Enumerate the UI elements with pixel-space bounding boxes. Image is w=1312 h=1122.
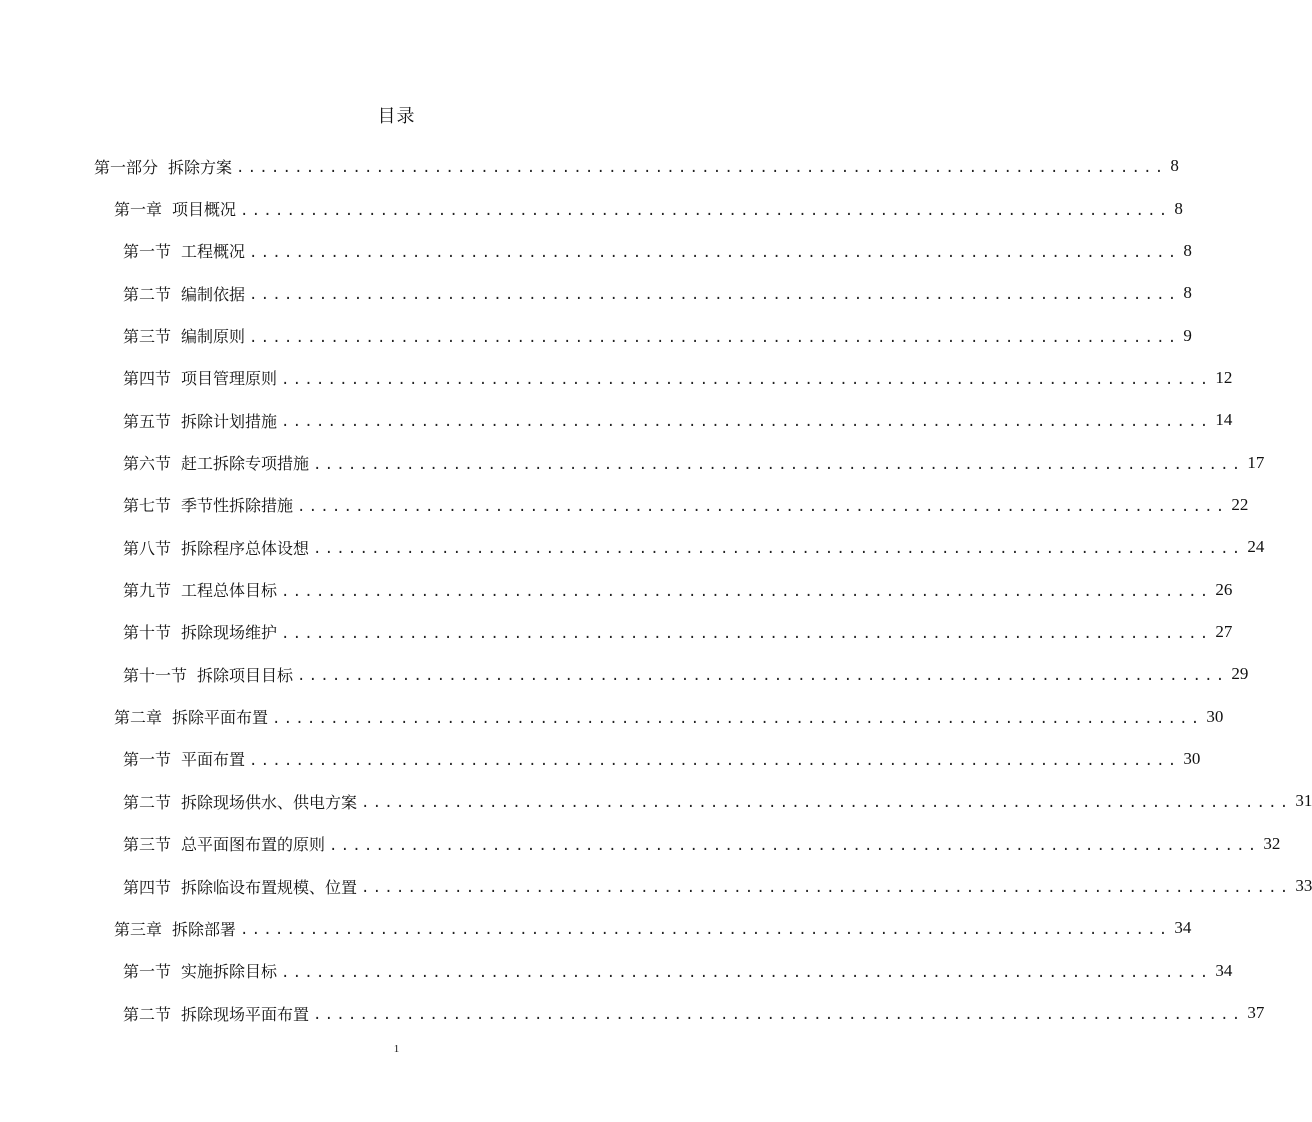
- toc-entry-title: 工程总体目标: [181, 581, 278, 601]
- toc-entry-page: 34: [1215, 960, 1233, 980]
- toc-entry-page: 34: [1174, 918, 1192, 938]
- toc-entry-page: 8: [1170, 156, 1179, 176]
- toc-entry-page: 27: [1215, 621, 1233, 641]
- toc-entry-number: 第六节: [123, 454, 172, 474]
- toc-entry-label: [123, 239, 245, 262]
- toc-entry-label: [123, 578, 277, 601]
- toc-entry-number: 第八节: [123, 538, 172, 558]
- toc-entry-title: 平面布置: [181, 750, 246, 770]
- toc-entry-number: 第四节: [123, 369, 172, 389]
- toc-entry-title: 实施拆除目标: [181, 962, 278, 982]
- toc-list: [0, 145, 1312, 1034]
- toc-entry[interactable]: [0, 653, 1249, 695]
- toc-entry-label: [123, 832, 325, 855]
- toc-entry-number: 第二章: [114, 708, 163, 728]
- toc-dot-leader: ................................................................................: [272, 710, 1203, 727]
- toc-dot-leader: ................................................................................: [297, 668, 1228, 685]
- toc-dot-leader: ................................................................................: [240, 202, 1171, 219]
- toc-entry-title: 拆除平面布置: [172, 708, 269, 728]
- toc-entry[interactable]: [0, 568, 1233, 610]
- toc-entry-title: 拆除方案: [168, 157, 233, 177]
- toc-entry-number: 第九节: [123, 581, 172, 601]
- toc-dot-leader: ................................................................................: [313, 541, 1244, 558]
- toc-entry[interactable]: [0, 695, 1224, 737]
- toc-entry-page: 24: [1247, 537, 1265, 557]
- toc-entry-label: [123, 366, 277, 389]
- toc-dot-leader: ................................................................................: [297, 498, 1228, 515]
- toc-entry-label: [123, 959, 277, 982]
- toc-entry-label: [123, 620, 277, 643]
- toc-entry-page: 32: [1263, 833, 1281, 853]
- toc-entry-label: [123, 747, 245, 770]
- toc-entry[interactable]: [0, 399, 1233, 441]
- toc-entry[interactable]: [0, 314, 1192, 356]
- toc-entry[interactable]: [0, 272, 1192, 314]
- toc-dot-leader: ................................................................................: [313, 456, 1244, 473]
- toc-entry-page: 12: [1215, 367, 1233, 387]
- toc-entry[interactable]: [0, 907, 1192, 949]
- toc-entry-label: [123, 875, 357, 898]
- toc-entry-label: [123, 1002, 309, 1025]
- toc-entry-title: 季节性拆除措施: [181, 496, 294, 516]
- toc-entry[interactable]: [0, 950, 1233, 992]
- toc-dot-leader: ................................................................................: [249, 244, 1180, 261]
- toc-entry-label: [114, 917, 236, 940]
- toc-entry-number: 第三节: [123, 327, 172, 347]
- toc-entry-page: 26: [1215, 579, 1233, 599]
- toc-dot-leader: ................................................................................: [249, 287, 1180, 304]
- toc-dot-leader: ................................................................................: [249, 752, 1180, 769]
- toc-entry-title: 项目概况: [172, 200, 237, 220]
- toc-entry[interactable]: [0, 526, 1265, 568]
- toc-entry-page: 37: [1247, 1003, 1265, 1023]
- toc-entry[interactable]: [0, 611, 1233, 653]
- toc-entry[interactable]: [0, 187, 1183, 229]
- toc-entry-title: 总平面图布置的原则: [181, 835, 326, 855]
- toc-entry-title: 拆除临设布置规模、位置: [181, 877, 358, 897]
- toc-entry-number: 第一节: [123, 242, 172, 262]
- toc-dot-leader: ................................................................................: [281, 414, 1212, 431]
- toc-entry-label: [123, 663, 293, 686]
- toc-entry-label: [123, 493, 293, 516]
- toc-entry-title: 拆除现场供水、供电方案: [181, 792, 358, 812]
- toc-entry-page: 30: [1183, 748, 1201, 768]
- toc-dot-leader: ................................................................................: [361, 880, 1292, 897]
- toc-entry[interactable]: [0, 865, 1312, 907]
- toc-entry-number: 第二节: [123, 792, 172, 812]
- toc-entry-page: 17: [1247, 452, 1265, 472]
- toc-entry-page: 9: [1183, 325, 1192, 345]
- toc-entry-number: 第二节: [123, 284, 172, 304]
- toc-entry-number: 第三章: [114, 919, 163, 939]
- toc-entry-title: 编制依据: [181, 284, 246, 304]
- toc-entry-label: [123, 536, 309, 559]
- toc-entry-number: 第五节: [123, 411, 172, 431]
- toc-entry-number: 第四节: [123, 877, 172, 897]
- toc-entry-title: 项目管理原则: [181, 369, 278, 389]
- toc-entry[interactable]: [0, 780, 1312, 822]
- toc-entry-page: 31: [1295, 791, 1312, 811]
- toc-entry-label: [114, 197, 236, 220]
- toc-entry[interactable]: [0, 145, 1179, 187]
- toc-entry[interactable]: [0, 992, 1265, 1034]
- toc-entry-number: 第一章: [114, 200, 163, 220]
- toc-entry-title: 拆除程序总体设想: [181, 538, 310, 558]
- toc-dot-leader: ................................................................................: [281, 371, 1212, 388]
- toc-entry-label: [123, 409, 277, 432]
- toc-dot-leader: ................................................................................: [313, 1007, 1244, 1024]
- toc-entry-page: 30: [1206, 706, 1224, 726]
- toc-dot-leader: ................................................................................: [329, 837, 1260, 854]
- toc-entry-page: 29: [1231, 664, 1249, 684]
- toc-dot-leader: ................................................................................: [281, 583, 1212, 600]
- toc-entry[interactable]: [0, 357, 1233, 399]
- toc-entry-label: [94, 155, 232, 178]
- toc-dot-leader: ................................................................................: [236, 160, 1167, 177]
- toc-dot-leader: ................................................................................: [240, 922, 1171, 939]
- toc-entry-label: [123, 324, 245, 347]
- toc-entry-title: 拆除计划措施: [181, 411, 278, 431]
- toc-entry[interactable]: [0, 484, 1249, 526]
- toc-entry-number: 第三节: [123, 835, 172, 855]
- toc-dot-leader: ................................................................................: [281, 964, 1212, 981]
- toc-entry-title: 赶工拆除专项措施: [181, 454, 310, 474]
- footer-page-number: 1: [393, 1043, 400, 1055]
- toc-entry-number: 第一节: [123, 962, 172, 982]
- toc-entry-number: 第一节: [123, 750, 172, 770]
- toc-entry-page: 14: [1215, 410, 1233, 430]
- toc-entry-title: 编制原则: [181, 327, 246, 347]
- toc-entry-title: 拆除项目目标: [197, 665, 294, 685]
- toc-entry-title: 拆除部署: [172, 919, 237, 939]
- toc-dot-leader: ................................................................................: [249, 329, 1180, 346]
- toc-entry-label: [123, 282, 245, 305]
- toc-dot-leader: ................................................................................: [281, 625, 1212, 642]
- toc-entry-number: 第二节: [123, 1004, 172, 1024]
- toc-entry-page: 8: [1174, 198, 1183, 218]
- toc-entry[interactable]: [0, 441, 1265, 483]
- toc-entry[interactable]: [0, 738, 1201, 780]
- toc-entry[interactable]: [0, 823, 1281, 865]
- toc-entry-number: 第十节: [123, 623, 172, 643]
- toc-title: 目录: [377, 106, 416, 127]
- toc-dot-leader: ................................................................................: [361, 795, 1292, 812]
- toc-entry-label: [123, 451, 309, 474]
- toc-entry-title: 拆除现场维护: [181, 623, 278, 643]
- toc-entry-title: 拆除现场平面布置: [181, 1004, 310, 1024]
- toc-entry-label: [114, 705, 268, 728]
- toc-entry-number: 第十一节: [123, 665, 188, 685]
- toc-entry[interactable]: [0, 230, 1192, 272]
- toc-entry-page: 8: [1183, 283, 1192, 303]
- toc-entry-page: 8: [1183, 240, 1192, 260]
- toc-entry-page: 22: [1231, 494, 1249, 514]
- toc-entry-page: 33: [1295, 876, 1312, 896]
- toc-entry-number: 第七节: [123, 496, 172, 516]
- toc-entry-label: [123, 790, 357, 813]
- toc-entry-title: 工程概况: [181, 242, 246, 262]
- toc-entry-number: 第一部分: [94, 157, 159, 177]
